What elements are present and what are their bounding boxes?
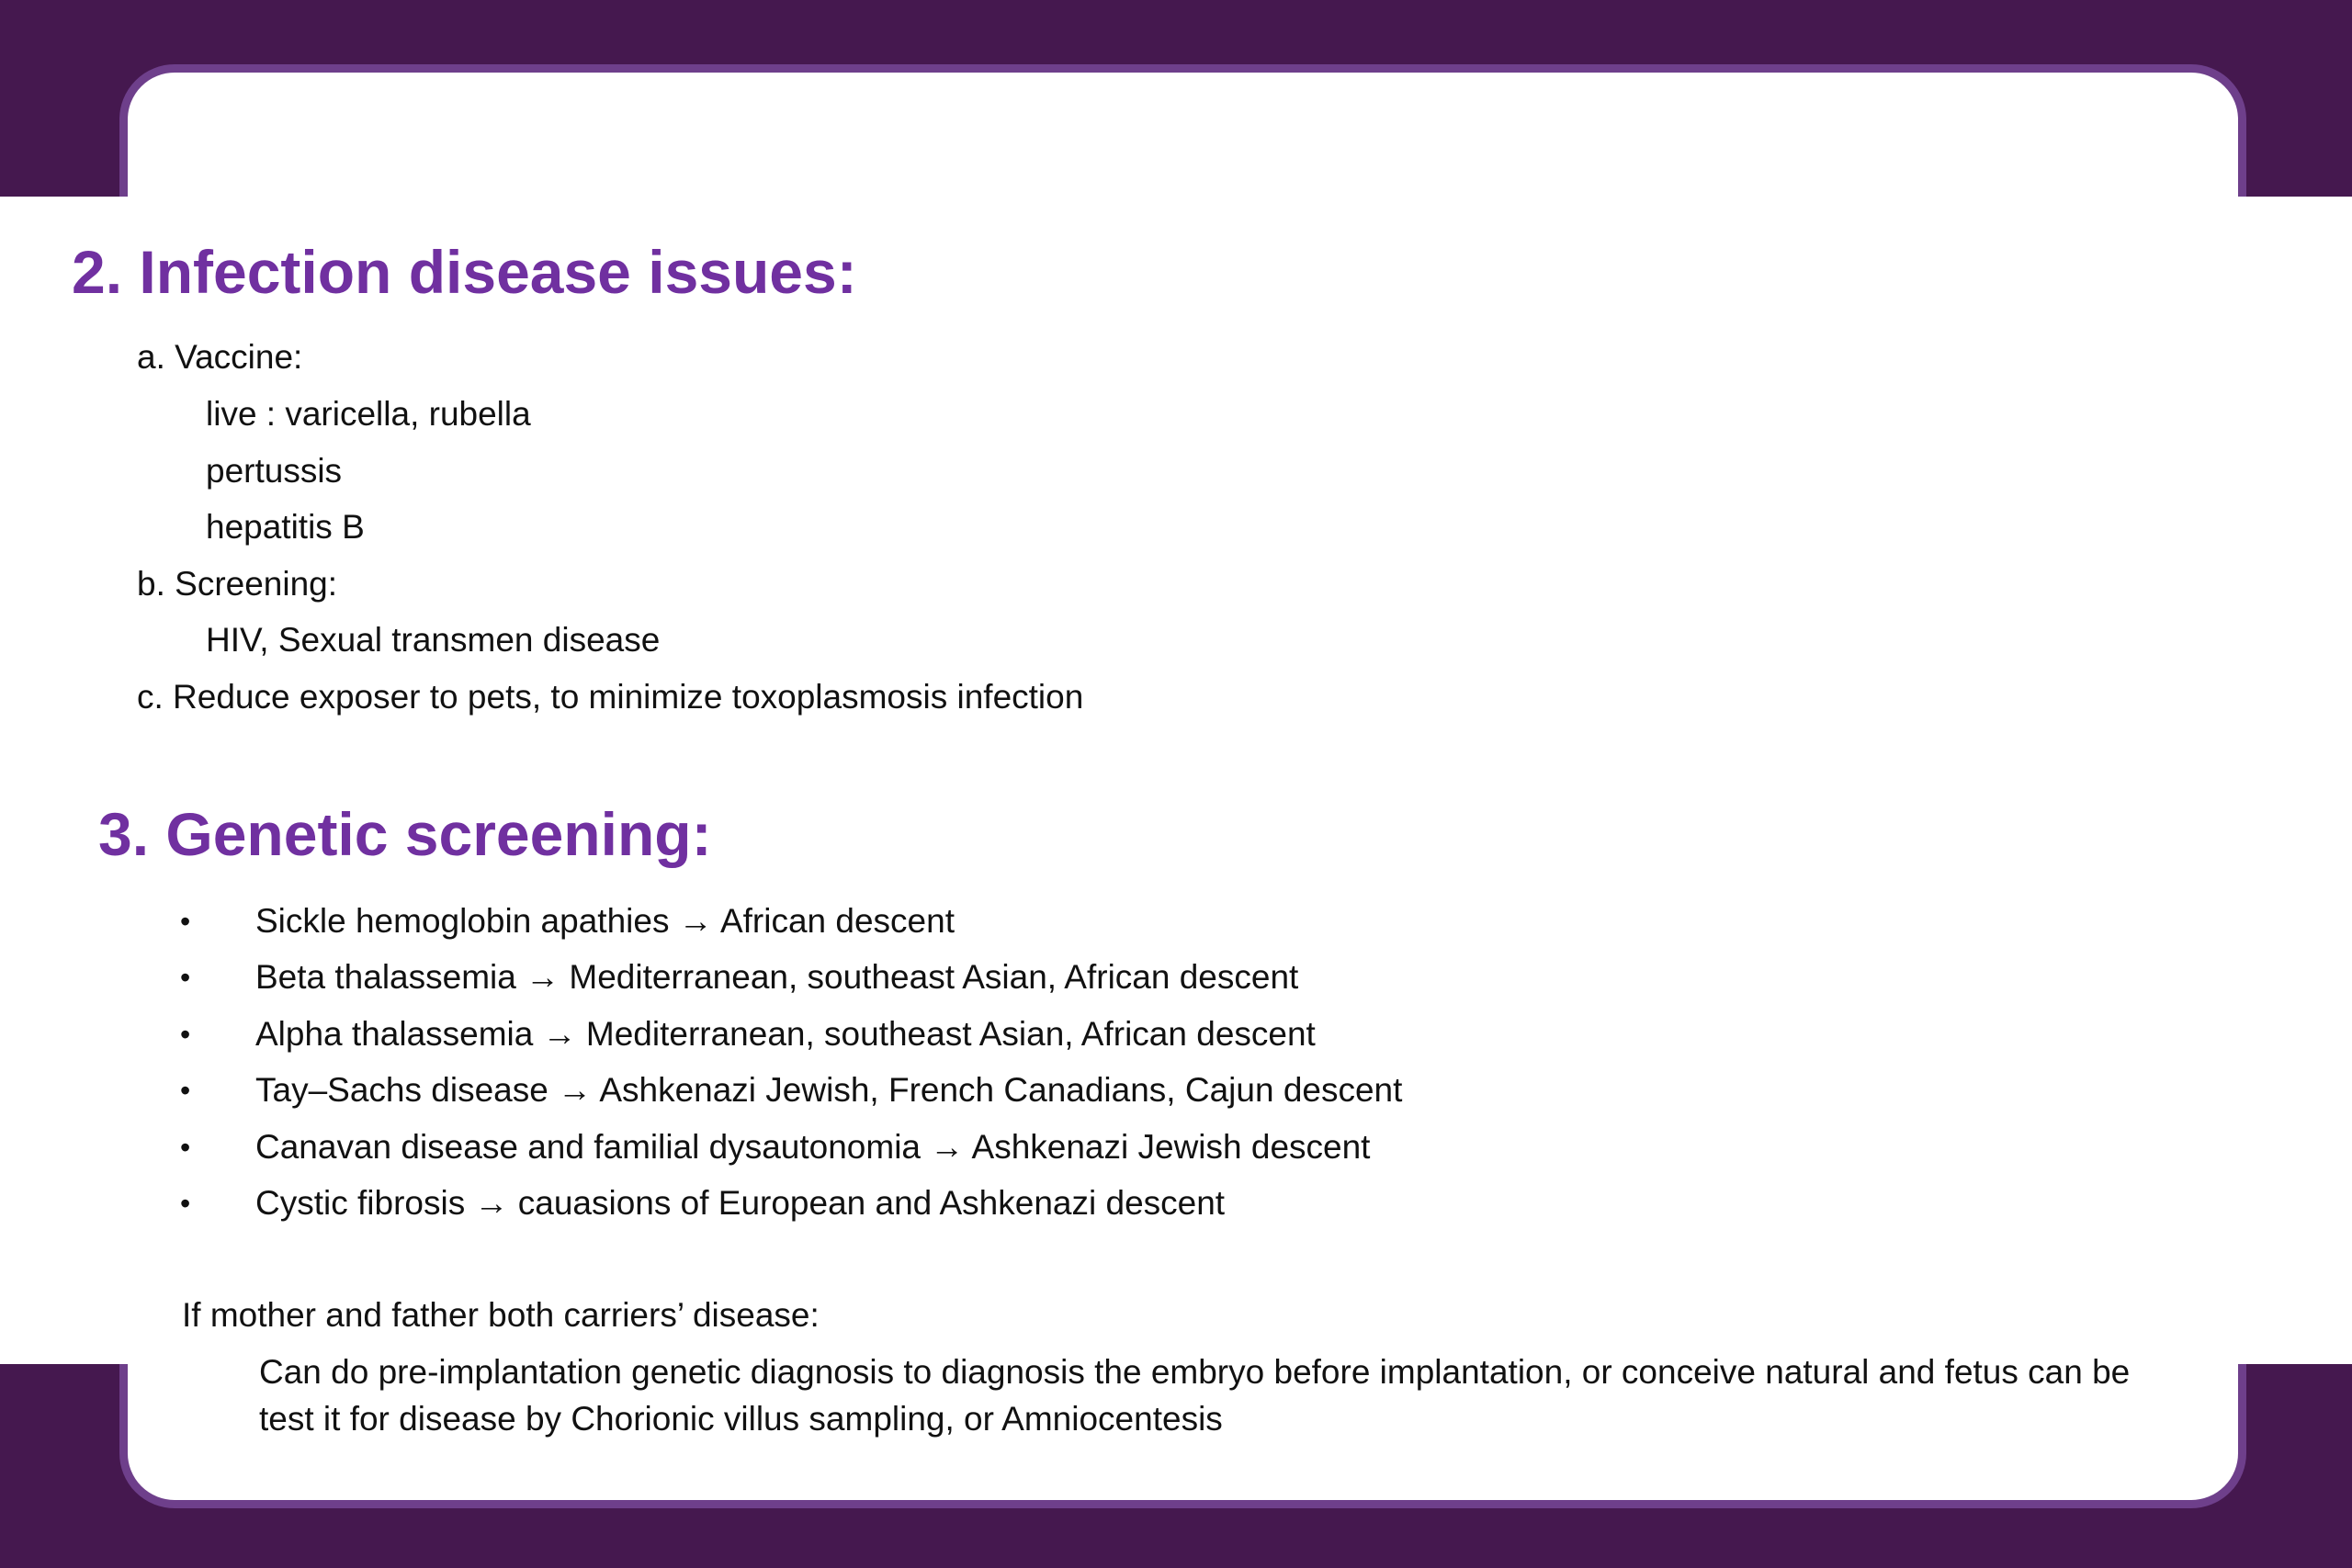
section3-heading: 3. Genetic screening: [98, 800, 712, 868]
genetic-bullet: Sickle hemoglobin apathies → African descent [255, 902, 955, 940]
vaccine-item: pertussis [206, 452, 343, 490]
bullet-dot: • [180, 1187, 191, 1220]
section2-heading: 2. Infection disease issues: [72, 238, 857, 306]
bullet-dot: • [180, 1074, 191, 1107]
genetic-bullet: Beta thalassemia → Mediterranean, southeast Asian, African descent [255, 958, 1299, 996]
screening-item: HIV, Sexual transmen disease [206, 621, 661, 659]
genetic-bullet: Alpha thalassemia → Mediterranean, southeast Asian, African descent [255, 1015, 1316, 1053]
carriers-label: If mother and father both carriers’ disease: [182, 1296, 820, 1334]
pets-note: c. Reduce exposer to pets, to minimize toxoplasmosis infection [137, 678, 1084, 716]
genetic-bullet: Cystic fibrosis → cauasions of European and Ashkenazi descent [255, 1184, 1226, 1222]
vaccine-item: hepatitis B [206, 508, 365, 546]
screening-label: b. Screening: [137, 565, 338, 603]
vaccine-label: a. Vaccine: [137, 338, 303, 376]
bullet-dot: • [180, 961, 191, 994]
carriers-text: Can do pre-implantation genetic diagnosis to diagnosis the embryo before implantation, or conceive natural and fetus can be test it for disease by Chorionic villus sampling, or Amniocentesis [259, 1353, 2131, 1438]
bullet-dot: • [180, 905, 191, 938]
genetic-bullet: Tay–Sachs disease → Ashkenazi Jewish, French Canadians, Cajun descent [255, 1071, 1403, 1109]
genetic-bullet: Canavan disease and familial dysautonomia → Ashkenazi Jewish descent [255, 1128, 1371, 1166]
bullet-dot: • [180, 1018, 191, 1051]
bullet-dot: • [180, 1131, 191, 1164]
vaccine-item: live : varicella, rubella [206, 395, 531, 433]
